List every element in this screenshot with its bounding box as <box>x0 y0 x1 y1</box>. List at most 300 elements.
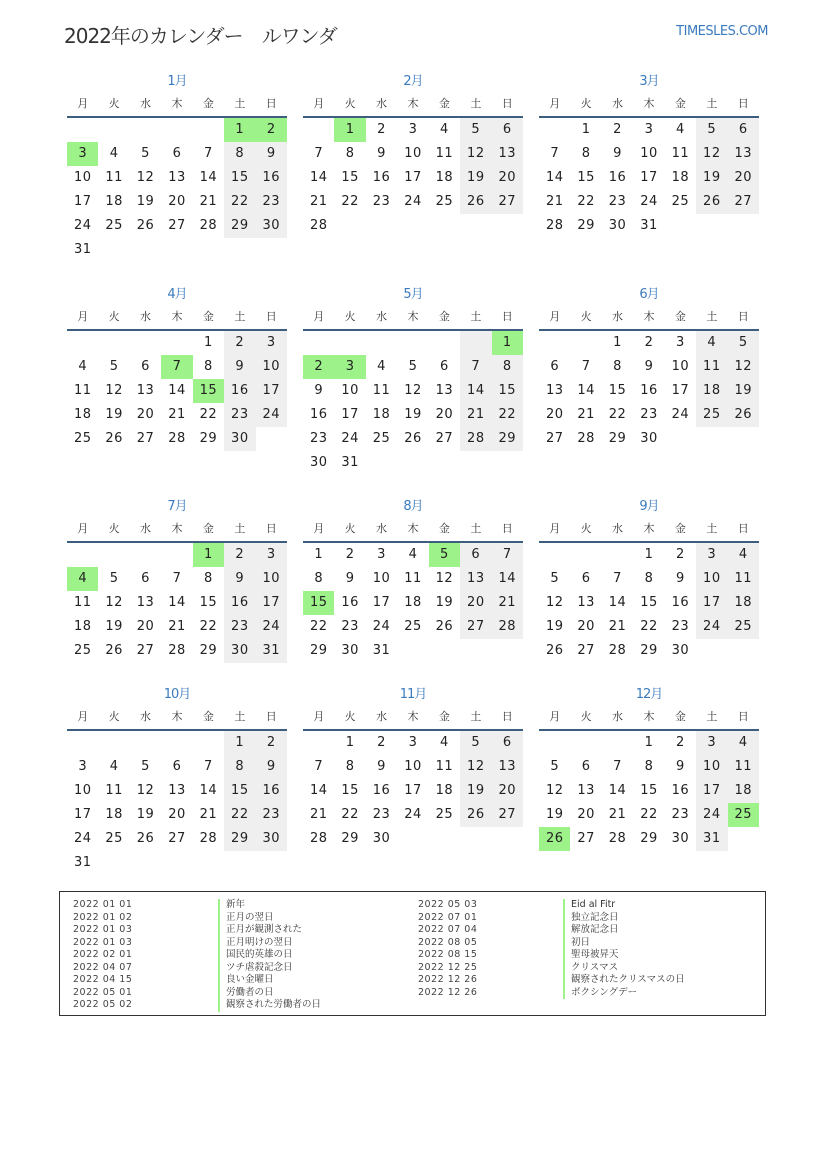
holiday-date: 2022 05 02 <box>73 999 133 1010</box>
day-cell: 20 <box>435 407 454 422</box>
day-cell: 7 <box>613 571 622 586</box>
empty-cell <box>429 827 460 851</box>
day-cell: 11 <box>105 170 123 185</box>
day-cell: 8 <box>644 759 654 774</box>
day-cell: 13 <box>168 170 186 185</box>
day-cell: 22 <box>577 194 595 209</box>
holiday-name: 正月明けの翌日 <box>218 937 293 950</box>
day-cell: 29 <box>492 427 523 451</box>
month-block <box>539 685 759 851</box>
day-cell: 3 <box>408 122 418 137</box>
month-name: 2月 <box>403 74 423 89</box>
day-cell: 6 <box>460 543 491 567</box>
holiday-date: 2022 08 05 <box>418 936 478 948</box>
day-cell: 2 <box>377 122 386 137</box>
day-cell: 21 <box>168 619 186 634</box>
day-cell: 11 <box>105 783 123 798</box>
empty-cell <box>98 118 129 142</box>
day-cell: 12 <box>460 755 491 779</box>
day-cell: 25 <box>435 194 454 209</box>
empty-cell <box>570 331 601 355</box>
day-cell: 24 <box>341 431 359 446</box>
day-cell: 23 <box>224 403 255 427</box>
weekday-header: 金 <box>429 92 460 118</box>
weekday-header: 日 <box>256 705 287 731</box>
brand-logo[interactable]: TIMESLES.COM <box>676 24 768 39</box>
day-cell: 25 <box>372 431 391 446</box>
day-cell: 9 <box>256 142 287 166</box>
day-cell: 9 <box>676 571 685 586</box>
day-cell: 9 <box>377 146 386 161</box>
day-cell: 6 <box>581 571 591 586</box>
empty-cell <box>161 851 192 875</box>
day-cell: 3 <box>78 759 88 774</box>
weekday-header: 土 <box>224 705 255 731</box>
weekday-header: 火 <box>98 705 129 731</box>
day-cell: 11 <box>73 595 92 610</box>
day-cell: 20 <box>136 407 155 422</box>
empty-cell <box>429 451 460 475</box>
day-cell: 15 <box>341 170 359 185</box>
day-cell: 18 <box>728 591 759 615</box>
weekday-header: 土 <box>696 517 727 543</box>
day-cell: 9 <box>613 146 622 161</box>
day-cell: 26 <box>460 190 491 214</box>
day-cell: 27 <box>492 190 523 214</box>
empty-cell <box>460 331 491 355</box>
day-cell: 8 <box>314 571 324 586</box>
day-cell: 16 <box>309 407 328 422</box>
empty-cell <box>303 331 334 355</box>
day-cell: 15 <box>608 383 627 398</box>
weekday-header: 水 <box>130 305 161 331</box>
day-cell: 24 <box>640 194 658 209</box>
weekday-header: 日 <box>728 705 759 731</box>
day-cell: 7 <box>460 355 491 379</box>
day-cell: 2 <box>644 335 654 350</box>
day-cell: 10 <box>671 359 690 374</box>
day-cell: 8 <box>345 759 355 774</box>
month-name: 6月 <box>639 287 659 302</box>
day-cell: 14 <box>309 783 328 798</box>
day-cell: 20 <box>492 166 523 190</box>
day-cell: 19 <box>728 379 759 403</box>
day-cell: 13 <box>577 595 595 610</box>
day-cell: 28 <box>199 218 218 233</box>
day-cell: 16 <box>341 595 359 610</box>
holiday-name: Eid al Fitr <box>563 899 615 912</box>
day-cell: 15 <box>224 779 255 803</box>
day-cell: 26 <box>105 643 123 658</box>
empty-cell <box>98 851 129 875</box>
empty-cell <box>429 331 460 355</box>
page-title: 2022年のカレンダー ルワンダ <box>64 24 337 48</box>
weekday-header: 木 <box>633 517 664 543</box>
weekday-header: 火 <box>98 305 129 331</box>
month-block <box>67 285 287 451</box>
month-block <box>303 285 523 475</box>
day-cell: 25 <box>728 803 759 827</box>
day-cell: 19 <box>105 407 123 422</box>
day-cell: 11 <box>696 355 727 379</box>
weekday-header: 木 <box>397 92 428 118</box>
empty-cell <box>429 639 460 663</box>
day-cell: 29 <box>341 831 359 846</box>
day-cell: 18 <box>372 407 391 422</box>
day-cell: 21 <box>577 407 595 422</box>
day-cell: 22 <box>199 619 218 634</box>
holiday-date: 2022 05 03 <box>418 899 478 910</box>
empty-cell <box>366 451 397 475</box>
day-cell: 2 <box>224 543 255 567</box>
empty-cell <box>224 851 255 875</box>
day-cell: 13 <box>435 383 454 398</box>
weekday-header: 水 <box>130 92 161 118</box>
day-cell: 1 <box>224 118 255 142</box>
day-cell: 20 <box>545 407 564 422</box>
day-cell: 10 <box>73 170 92 185</box>
day-cell: 6 <box>172 146 182 161</box>
holiday-name: 初日 <box>563 937 590 950</box>
day-cell: 13 <box>492 755 523 779</box>
day-cell: 9 <box>224 355 255 379</box>
month-name: 3月 <box>639 74 659 89</box>
day-cell: 23 <box>224 615 255 639</box>
day-cell: 11 <box>671 146 690 161</box>
weekday-header: 金 <box>193 517 224 543</box>
day-cell: 12 <box>435 571 454 586</box>
day-cell: 7 <box>581 359 591 374</box>
month-grid <box>539 705 759 851</box>
day-cell: 12 <box>460 142 491 166</box>
day-cell: 14 <box>168 595 186 610</box>
weekday-header: 火 <box>570 705 601 731</box>
day-cell: 25 <box>728 615 759 639</box>
day-cell: 30 <box>608 218 627 233</box>
empty-cell <box>665 214 696 238</box>
day-cell: 10 <box>341 383 359 398</box>
weekday-header: 日 <box>728 517 759 543</box>
empty-cell <box>161 238 192 262</box>
empty-cell <box>539 118 570 142</box>
month-grid <box>303 92 523 238</box>
day-cell: 1 <box>644 547 654 562</box>
weekday-header: 金 <box>665 517 696 543</box>
day-cell: 1 <box>314 547 324 562</box>
empty-cell <box>67 331 98 355</box>
day-cell: 19 <box>105 619 123 634</box>
day-cell: 4 <box>78 359 88 374</box>
empty-cell <box>492 827 523 851</box>
weekday-header: 日 <box>256 92 287 118</box>
day-cell: 19 <box>435 595 454 610</box>
day-cell: 2 <box>676 547 685 562</box>
weekday-header: 金 <box>429 305 460 331</box>
holiday-date: 2022 01 03 <box>73 936 133 948</box>
weekday-header: 金 <box>193 305 224 331</box>
holiday-name: 労働者の日 <box>218 987 274 1000</box>
day-cell: 22 <box>640 619 658 634</box>
empty-cell <box>224 238 255 262</box>
day-cell: 18 <box>696 379 727 403</box>
day-cell: 30 <box>256 214 287 238</box>
day-cell: 7 <box>204 759 213 774</box>
empty-cell <box>67 543 98 567</box>
empty-cell <box>460 451 491 475</box>
empty-cell <box>161 731 192 755</box>
day-cell: 23 <box>341 619 359 634</box>
empty-cell <box>193 238 224 262</box>
weekday-header: 水 <box>602 517 633 543</box>
day-cell: 1 <box>204 335 213 350</box>
day-cell: 9 <box>224 567 255 591</box>
holiday-name: 正月が観測された <box>218 924 302 937</box>
day-cell: 25 <box>696 403 727 427</box>
empty-cell <box>397 451 428 475</box>
day-cell: 12 <box>545 783 564 798</box>
month-name: 7月 <box>167 499 187 514</box>
day-cell: 16 <box>224 591 255 615</box>
empty-cell <box>130 238 161 262</box>
day-cell: 28 <box>577 431 595 446</box>
day-cell: 1 <box>334 118 365 142</box>
holiday-date: 2022 12 26 <box>418 986 478 998</box>
day-cell: 22 <box>341 194 359 209</box>
empty-cell <box>130 731 161 755</box>
day-cell: 19 <box>136 194 155 209</box>
weekday-header: 土 <box>460 305 491 331</box>
month-grid <box>303 305 523 475</box>
day-cell: 17 <box>341 407 359 422</box>
day-cell: 27 <box>577 643 595 658</box>
day-cell: 4 <box>728 543 759 567</box>
empty-cell <box>193 851 224 875</box>
day-cell: 28 <box>168 431 186 446</box>
day-cell: 1 <box>581 122 591 137</box>
weekday-header: 金 <box>193 705 224 731</box>
weekday-header: 木 <box>633 305 664 331</box>
day-cell: 23 <box>309 431 328 446</box>
empty-cell <box>161 543 192 567</box>
day-cell: 10 <box>372 571 391 586</box>
day-cell: 11 <box>435 759 454 774</box>
holiday-name: 独立記念日 <box>563 912 619 925</box>
weekday-header: 日 <box>492 305 523 331</box>
holiday-name: 正月の翌日 <box>218 912 274 925</box>
weekday-header: 水 <box>366 517 397 543</box>
month-block <box>303 685 523 851</box>
empty-cell <box>366 331 397 355</box>
day-cell: 4 <box>377 359 386 374</box>
day-cell: 29 <box>640 643 658 658</box>
empty-cell <box>460 214 491 238</box>
day-cell: 17 <box>404 170 422 185</box>
day-cell: 4 <box>109 146 119 161</box>
empty-cell <box>460 639 491 663</box>
day-cell: 15 <box>199 595 218 610</box>
day-cell: 13 <box>136 595 155 610</box>
day-cell: 26 <box>696 190 727 214</box>
day-cell: 19 <box>545 619 564 634</box>
day-cell: 31 <box>640 218 658 233</box>
day-cell: 3 <box>408 735 418 750</box>
holiday-name: 国民的英雄の日 <box>218 949 293 962</box>
day-cell: 25 <box>105 831 123 846</box>
day-cell: 17 <box>372 595 391 610</box>
day-cell: 9 <box>345 571 355 586</box>
day-cell: 2 <box>256 118 287 142</box>
weekday-header: 土 <box>224 92 255 118</box>
day-cell: 26 <box>435 619 454 634</box>
day-cell: 22 <box>224 190 255 214</box>
day-cell: 26 <box>539 827 570 851</box>
day-cell: 13 <box>545 383 564 398</box>
day-cell: 4 <box>696 331 727 355</box>
day-cell: 13 <box>577 783 595 798</box>
day-cell: 31 <box>73 855 92 870</box>
empty-cell <box>334 214 365 238</box>
day-cell: 4 <box>728 731 759 755</box>
weekday-header: 月 <box>67 305 98 331</box>
day-cell: 21 <box>492 591 523 615</box>
day-cell: 22 <box>224 803 255 827</box>
day-cell: 6 <box>440 359 449 374</box>
weekday-header: 日 <box>256 517 287 543</box>
day-cell: 31 <box>341 455 359 470</box>
empty-cell <box>696 639 727 663</box>
day-cell: 27 <box>136 431 155 446</box>
day-cell: 11 <box>435 146 454 161</box>
day-cell: 28 <box>608 643 627 658</box>
weekday-header: 月 <box>539 92 570 118</box>
day-cell: 4 <box>440 122 449 137</box>
day-cell: 4 <box>440 735 449 750</box>
day-cell: 4 <box>408 547 418 562</box>
day-cell: 11 <box>404 571 422 586</box>
empty-cell <box>696 427 727 451</box>
holiday-date: 2022 07 04 <box>418 924 478 935</box>
day-cell: 12 <box>136 170 155 185</box>
day-cell: 3 <box>256 543 287 567</box>
empty-cell <box>98 331 129 355</box>
day-cell: 24 <box>256 403 287 427</box>
day-cell: 28 <box>545 218 564 233</box>
day-cell: 20 <box>492 779 523 803</box>
month-name: 5月 <box>403 287 423 302</box>
month-grid <box>539 92 759 238</box>
day-cell: 14 <box>608 595 627 610</box>
day-cell: 24 <box>696 803 727 827</box>
day-cell: 27 <box>577 831 595 846</box>
empty-cell <box>570 543 601 567</box>
day-cell: 17 <box>256 379 287 403</box>
holiday-date: 2022 01 02 <box>73 911 133 923</box>
day-cell: 22 <box>608 407 627 422</box>
empty-cell <box>256 851 287 875</box>
weekday-header: 土 <box>460 517 491 543</box>
empty-cell <box>570 731 601 755</box>
day-cell: 29 <box>577 218 595 233</box>
empty-cell <box>539 731 570 755</box>
day-cell: 23 <box>256 190 287 214</box>
day-cell: 27 <box>545 431 564 446</box>
day-cell: 24 <box>73 218 92 233</box>
empty-cell <box>98 543 129 567</box>
day-cell: 31 <box>372 643 391 658</box>
day-cell: 3 <box>256 331 287 355</box>
day-cell: 1 <box>492 331 523 355</box>
empty-cell <box>492 451 523 475</box>
day-cell: 28 <box>199 831 218 846</box>
day-cell: 25 <box>671 194 690 209</box>
day-cell: 1 <box>345 735 355 750</box>
holiday-date: 2022 04 15 <box>73 974 133 985</box>
day-cell: 20 <box>728 166 759 190</box>
day-cell: 7 <box>613 759 622 774</box>
day-cell: 12 <box>696 142 727 166</box>
weekday-header: 火 <box>98 517 129 543</box>
weekday-header: 土 <box>460 705 491 731</box>
day-cell: 2 <box>224 331 255 355</box>
weekday-header: 日 <box>492 92 523 118</box>
holiday-name: 聖母被昇天 <box>563 949 619 962</box>
empty-cell <box>193 731 224 755</box>
weekday-header: 金 <box>429 517 460 543</box>
holiday-date: 2022 08 15 <box>418 949 478 960</box>
weekday-header: 木 <box>161 517 192 543</box>
day-cell: 30 <box>671 643 690 658</box>
weekday-header: 木 <box>397 705 428 731</box>
month-name: 1月 <box>167 74 187 89</box>
empty-cell <box>161 118 192 142</box>
day-cell: 11 <box>728 567 759 591</box>
empty-cell <box>728 827 759 851</box>
day-cell: 2 <box>613 122 622 137</box>
empty-cell <box>397 827 428 851</box>
day-cell: 24 <box>404 194 422 209</box>
weekday-header: 火 <box>98 92 129 118</box>
day-cell: 15 <box>341 783 359 798</box>
weekday-header: 火 <box>570 92 601 118</box>
empty-cell <box>256 238 287 262</box>
month-name: 9月 <box>639 499 659 514</box>
day-cell: 11 <box>372 383 391 398</box>
empty-cell <box>728 639 759 663</box>
day-cell: 9 <box>676 759 685 774</box>
month-grid <box>539 305 759 451</box>
month-block <box>539 497 759 663</box>
day-cell: 27 <box>435 431 454 446</box>
day-cell: 14 <box>608 783 627 798</box>
weekday-header: 金 <box>665 305 696 331</box>
weekday-header: 月 <box>303 705 334 731</box>
empty-cell <box>728 214 759 238</box>
day-cell: 23 <box>256 803 287 827</box>
day-cell: 10 <box>640 146 658 161</box>
day-cell: 10 <box>256 567 287 591</box>
day-cell: 7 <box>172 571 182 586</box>
day-cell: 8 <box>581 146 591 161</box>
day-cell: 9 <box>314 383 324 398</box>
day-cell: 20 <box>460 591 491 615</box>
day-cell: 19 <box>136 807 155 822</box>
empty-cell <box>429 214 460 238</box>
weekday-header: 土 <box>224 305 255 331</box>
day-cell: 17 <box>256 591 287 615</box>
weekday-header: 月 <box>539 517 570 543</box>
day-cell: 26 <box>136 218 155 233</box>
day-cell: 2 <box>377 735 386 750</box>
